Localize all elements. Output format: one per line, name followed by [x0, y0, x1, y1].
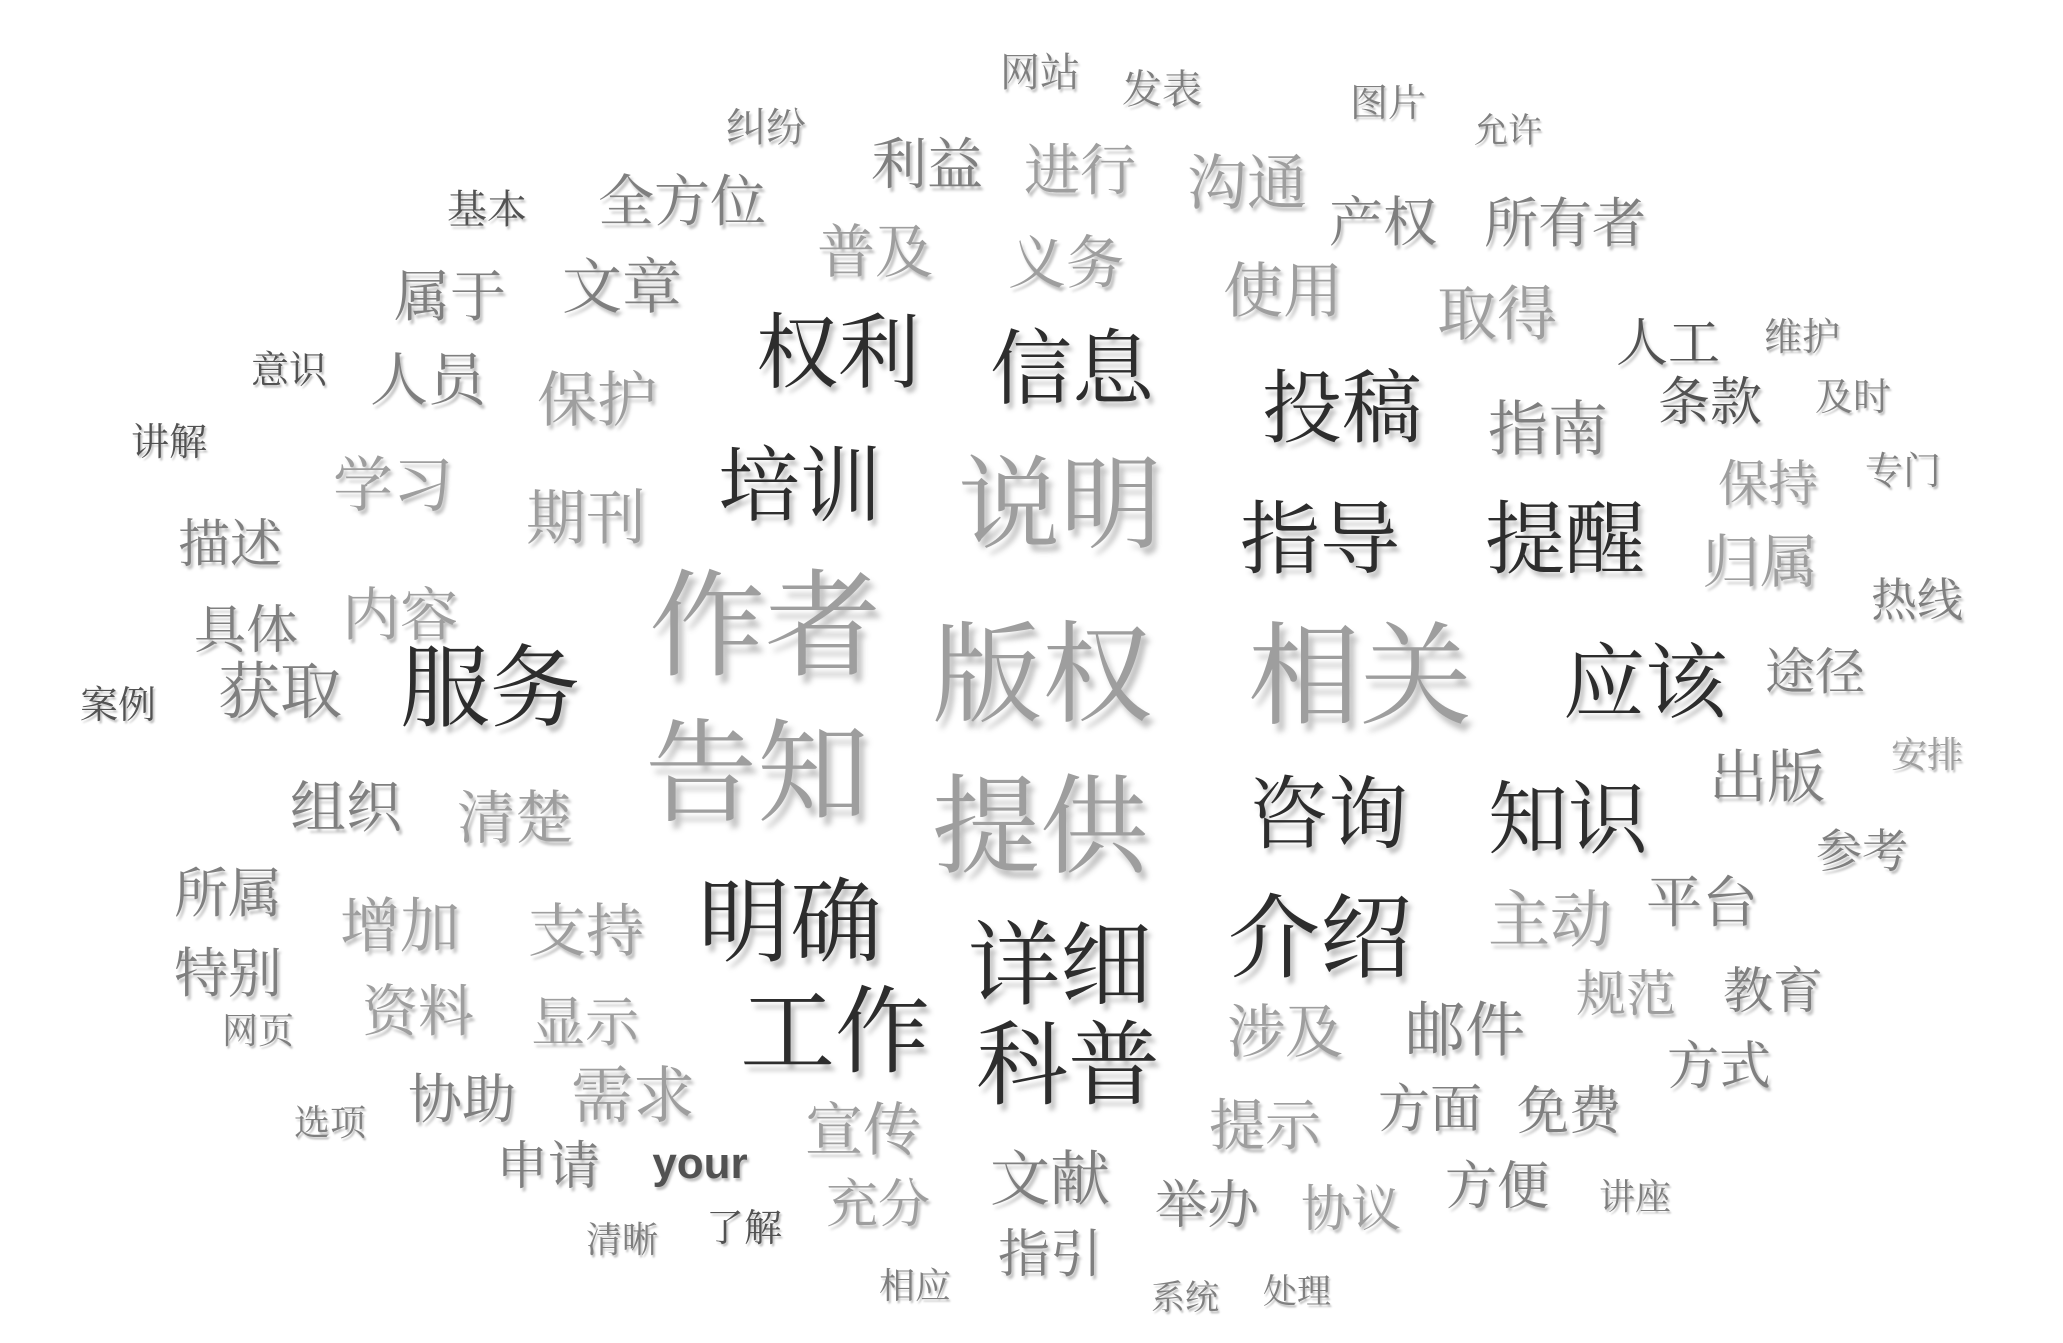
cloud-word: 相关	[1248, 616, 1472, 740]
cloud-word: 保护	[537, 368, 657, 434]
cloud-word: 特别	[174, 944, 282, 1004]
cloud-word: 全方位	[598, 172, 766, 234]
cloud-word: 免费	[1516, 1084, 1622, 1141]
cloud-word: 保持	[1718, 456, 1818, 512]
cloud-word: 方式	[1666, 1039, 1772, 1096]
cloud-word: 权利	[755, 308, 921, 399]
cloud-word: 网站	[1000, 50, 1080, 95]
cloud-word: 进行	[1024, 141, 1136, 203]
cloud-word: 涉及	[1226, 1000, 1344, 1065]
cloud-word: 描述	[177, 517, 283, 574]
cloud-word: 协议	[1301, 1181, 1401, 1237]
cloud-word: 规范	[1576, 966, 1676, 1022]
cloud-word: 讲座	[1598, 1177, 1672, 1217]
cloud-word: 清楚	[456, 786, 574, 851]
cloud-word: 人工	[1615, 316, 1721, 373]
cloud-word: 增加	[340, 894, 460, 960]
cloud-word: 文章	[562, 255, 682, 321]
cloud-word: 介绍	[1227, 888, 1413, 990]
cloud-word: 提示	[1209, 1096, 1321, 1158]
cloud-word: 应该	[1562, 638, 1728, 729]
cloud-word: 版权	[932, 615, 1152, 737]
cloud-word: 科普	[975, 1015, 1161, 1117]
cloud-word: 作者	[649, 564, 881, 692]
cloud-word: 平台	[1646, 873, 1758, 935]
cloud-word: 说明	[958, 450, 1162, 563]
cloud-word: 方面	[1377, 1082, 1483, 1139]
cloud-word: 允许	[1474, 113, 1542, 150]
cloud-word: 方便	[1444, 1159, 1550, 1216]
cloud-word: 具体	[193, 603, 299, 660]
cloud-word: 指导	[1240, 497, 1400, 585]
cloud-word: 需求	[570, 1063, 696, 1131]
cloud-word: 热线	[1871, 575, 1963, 626]
cloud-word: 参考	[1816, 826, 1908, 877]
cloud-word: 协助	[408, 1070, 516, 1130]
cloud-word: 使用	[1223, 259, 1343, 325]
cloud-word: 支持	[527, 899, 645, 964]
cloud-word: 网页	[221, 1011, 295, 1051]
cloud-word: 告知	[645, 713, 869, 837]
cloud-word: 培训	[717, 441, 883, 532]
cloud-word: 产权	[1329, 193, 1437, 253]
cloud-word: 邮件	[1405, 998, 1525, 1064]
cloud-word: 知识	[1488, 777, 1648, 865]
cloud-word: 讲解	[130, 422, 208, 464]
cloud-word: 所属	[174, 864, 282, 924]
cloud-word: 宣传	[804, 1098, 922, 1163]
cloud-word: 及时	[1814, 377, 1892, 419]
cloud-word: 纠纷	[726, 105, 806, 150]
cloud-word: 沟通	[1187, 151, 1307, 217]
cloud-word: 基本	[447, 187, 527, 232]
cloud-word: 期刊	[526, 486, 646, 552]
cloud-word: 专门	[1864, 451, 1942, 493]
cloud-word: 显示	[531, 993, 639, 1053]
cloud-word: 信息	[989, 324, 1155, 415]
cloud-word: 安排	[1890, 735, 1964, 775]
cloud-word: 取得	[1437, 282, 1557, 348]
cloud-word: 利益	[871, 135, 983, 197]
cloud-word: 清晰	[585, 1220, 659, 1260]
cloud-word: 人员	[369, 348, 487, 413]
cloud-word: 申请	[495, 1139, 601, 1196]
cloud-word: 处理	[1263, 1274, 1331, 1311]
cloud-word: 案例	[79, 685, 157, 727]
cloud-word: 指引	[997, 1227, 1103, 1284]
cloud-word: 文献	[990, 1147, 1110, 1213]
cloud-word: 出版	[1708, 745, 1826, 810]
cloud-word: 提醒	[1485, 497, 1645, 585]
cloud-word: 意识	[250, 350, 328, 392]
cloud-word: 获取	[217, 659, 343, 727]
cloud-word: 工作	[739, 979, 931, 1086]
cloud-word: 服务	[400, 640, 580, 739]
cloud-word: 组织	[290, 778, 402, 840]
cloud-word: 选项	[293, 1103, 367, 1143]
cloud-word: 充分	[825, 1177, 931, 1234]
cloud-word: 咨询	[1248, 772, 1408, 860]
cloud-word: 学习	[333, 453, 453, 519]
cloud-word: your	[652, 1139, 748, 1188]
cloud-word: 了解	[705, 1208, 783, 1250]
cloud-word: 发表	[1122, 67, 1202, 112]
cloud-word: 相应	[878, 1266, 952, 1306]
cloud-word: 归属	[1701, 530, 1819, 595]
cloud-word: 内容	[341, 583, 459, 648]
cloud-word: 普及	[816, 220, 934, 285]
cloud-word: 属于	[394, 267, 506, 329]
cloud-word: 提供	[931, 769, 1149, 888]
cloud-word: 投稿	[1262, 366, 1422, 454]
cloud-word: 途径	[1765, 644, 1865, 700]
cloud-word: 所有者	[1484, 194, 1646, 254]
cloud-word: 举办	[1154, 1178, 1260, 1235]
cloud-word: 主动	[1487, 887, 1613, 955]
cloud-word: 系统	[1151, 1280, 1219, 1317]
cloud-word: 条款	[1657, 375, 1763, 432]
cloud-word: 详细	[967, 915, 1153, 1017]
cloud-word: 资料	[362, 982, 474, 1044]
cloud-word: 义务	[1007, 231, 1125, 296]
cloud-word: 明确	[697, 872, 883, 974]
cloud-word: 维护	[1763, 317, 1841, 359]
cloud-word: 指南	[1488, 397, 1608, 463]
cloud-word: 教育	[1723, 963, 1823, 1019]
cloud-word: 图片	[1349, 83, 1427, 125]
